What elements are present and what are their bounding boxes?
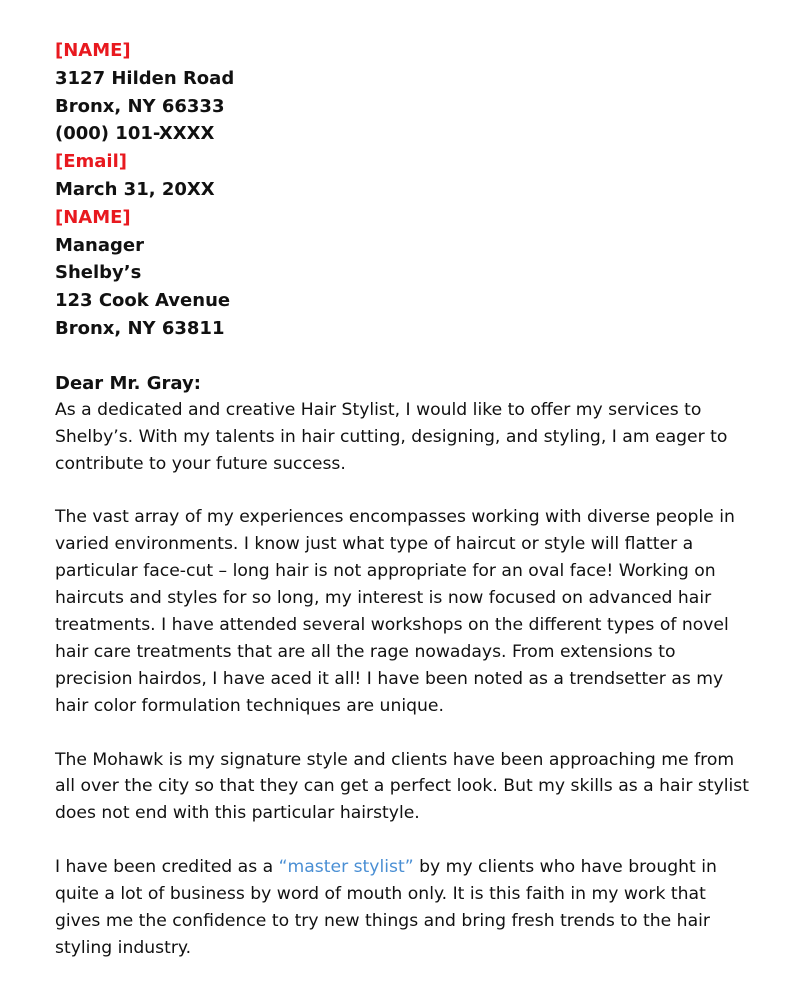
- recipient-name: [NAME]: [55, 206, 131, 228]
- paragraph-reputation: [55, 854, 755, 962]
- sender-email: [Email]: [55, 151, 127, 173]
- sender-phone: (000) 101-XXXX: [55, 123, 215, 145]
- sender-name: [NAME]: [55, 40, 131, 61]
- address-block: [55, 37, 755, 343]
- recipient-title: Manager: [55, 234, 144, 256]
- paragraph-reputation-start: I have been credited as a: [55, 857, 279, 878]
- letter-date: March 31, 20XX: [55, 178, 215, 200]
- recipient-city: Bronx, NY 63811: [55, 317, 225, 339]
- paragraph-intro: As a dedicated and creative Hair Stylist, I would like to offer my services to Shelby’s. With my talents in hair cutting, designing, and styling, I am eager to contribute to your future success.: [55, 399, 728, 474]
- sender-city: Bronx, NY 66333: [55, 95, 225, 117]
- paragraph-experience: The vast array of my experiences encompasses working with diverse people in varied environments. I know just what type of haircut or style will flatter a particular face-cut – long hair is not appropriate for an oval face! Working on haircuts and styles for so long, my interest is now focused on advanced hair treatments. I have attended several workshops on the different types of novel hair care treatments that are all the rage nowadays. From extensions to precision hairdos, I have aced it all! I have been noted as a trendsetter as my hair color formulation techniques are unique.: [55, 507, 735, 716]
- sender-street: 3127 Hilden Road: [55, 67, 235, 89]
- paragraph-reputation-end: by my clients who have brought in quite a lot of business by word of mouth only. It is this faith in my work that gives me the confidence to try new things and bring fresh trends to the hair styling industry.: [55, 857, 717, 958]
- paragraph-signature-style: The Mohawk is my signature style and clients have been approaching me from all over the city so that they can get a perfect look. But my skills as a hair stylist does not end with this particular hairstyle.: [55, 749, 749, 824]
- cover-letter: [55, 37, 755, 962]
- salutation: Dear Mr. Gray:: [55, 372, 201, 394]
- letter-body: [55, 397, 755, 962]
- recipient-street: 123 Cook Avenue: [55, 290, 231, 312]
- recipient-company: Shelby’s: [55, 262, 142, 284]
- master-stylist-quote: “master stylist”: [278, 857, 414, 878]
